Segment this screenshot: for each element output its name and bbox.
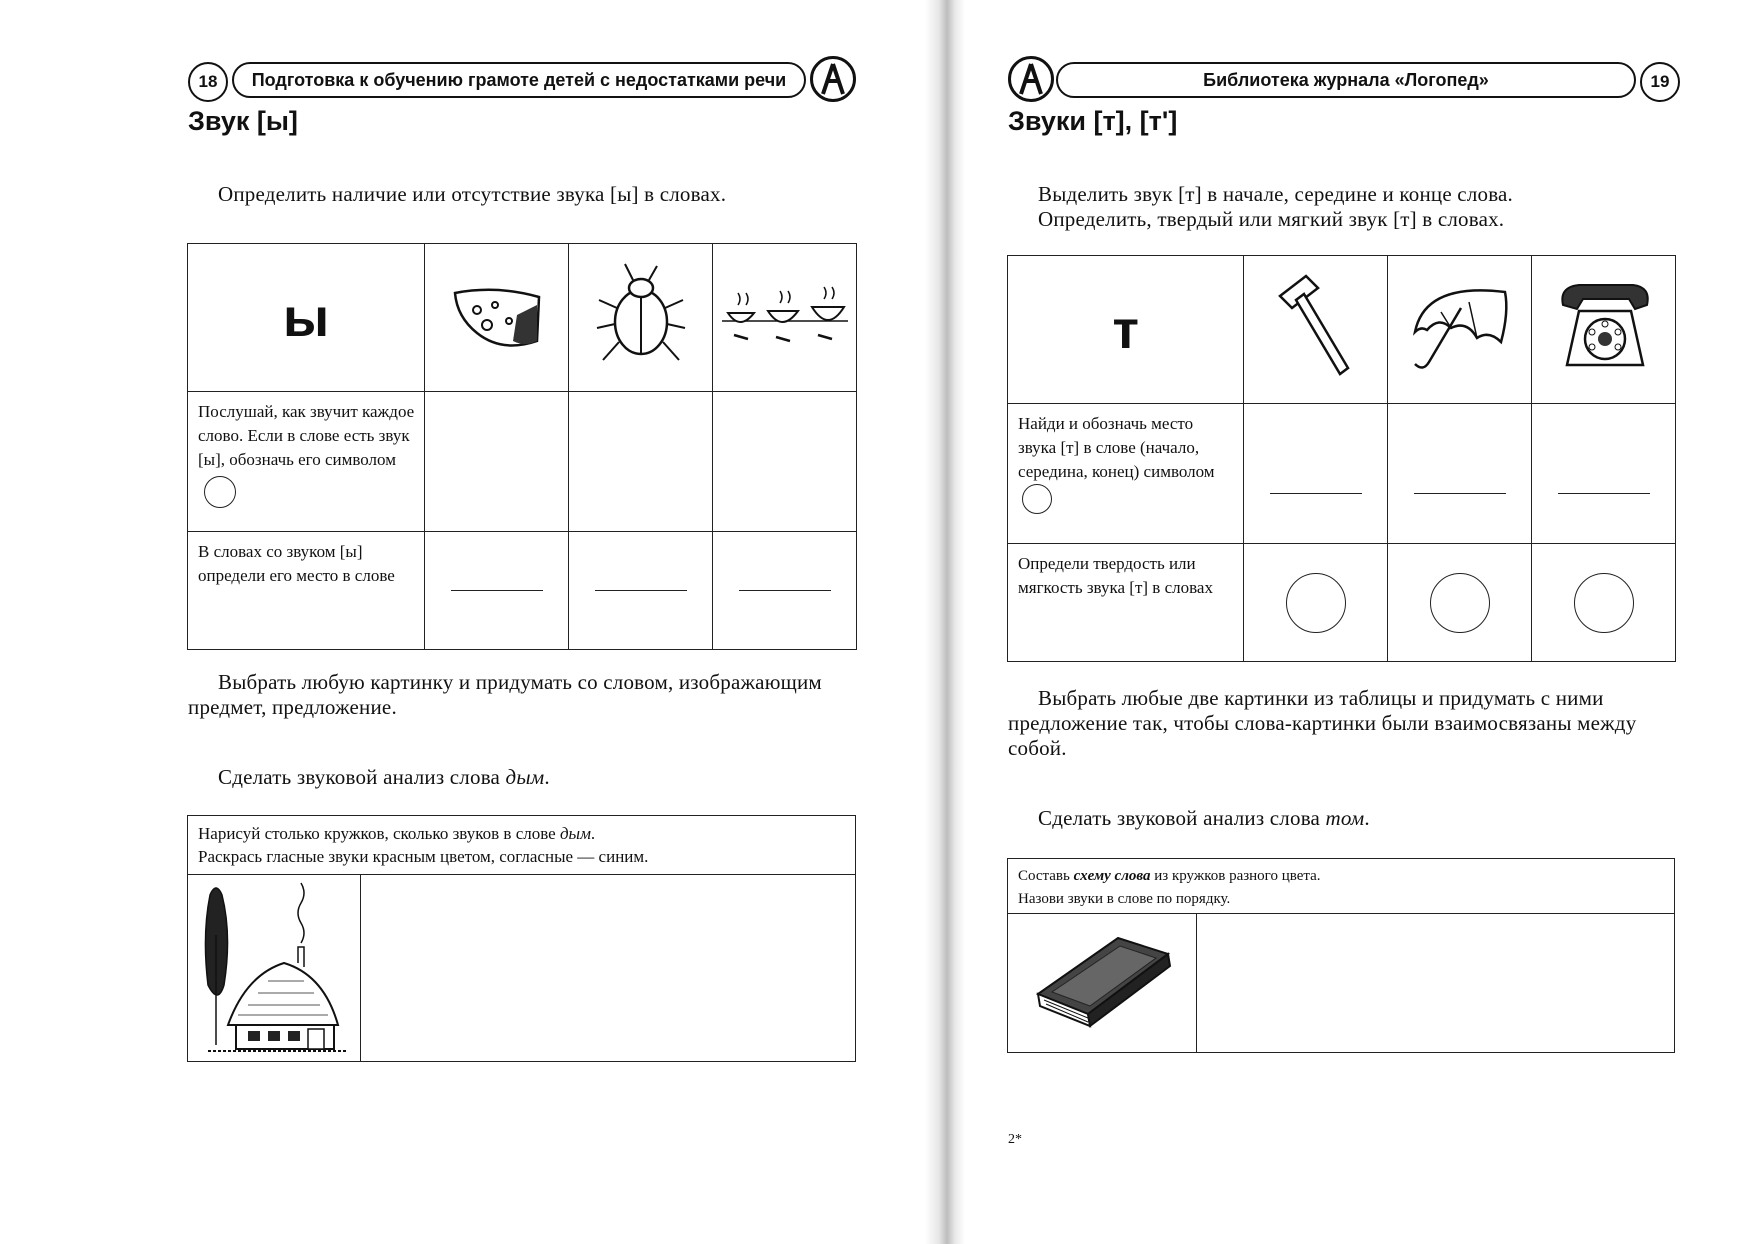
instruction-3-text: Сделать звуковой анализ слова — [218, 765, 501, 789]
circle-symbol-icon — [1022, 484, 1052, 514]
answer-circle[interactable] — [1574, 573, 1634, 633]
letter: ы — [282, 287, 330, 348]
picture-hammer — [1244, 256, 1388, 404]
answer-line[interactable] — [1270, 493, 1362, 494]
answer-line[interactable] — [595, 590, 687, 591]
answer-line[interactable] — [451, 590, 543, 591]
sound-table — [1007, 255, 1676, 662]
picture-cheese — [425, 244, 569, 392]
answer-cell[interactable] — [569, 392, 713, 532]
book-icon — [1008, 914, 1188, 1044]
answer-cell[interactable] — [569, 532, 713, 650]
page-title: Звук [ы] — [188, 106, 298, 136]
picture-book — [1008, 914, 1197, 1052]
task-line1-suffix: из кружков разного цвета. — [1154, 868, 1321, 884]
instruction-1-line1: Выделить звук [т] в начале, середине и конце слова. — [1038, 182, 1514, 206]
task-line1-prefix: Составь — [1018, 868, 1070, 884]
answer-circle[interactable] — [1430, 573, 1490, 633]
picture-house — [188, 875, 361, 1061]
row1-instruction — [1008, 404, 1243, 514]
answer-cell[interactable] — [425, 392, 569, 532]
instruction-1 — [1038, 182, 1678, 232]
answer-cell[interactable] — [1388, 544, 1532, 662]
answer-circle[interactable] — [1286, 573, 1346, 633]
row1-instruction-cell — [1008, 404, 1244, 544]
bowls-icon — [720, 275, 850, 355]
row2-instruction-cell — [188, 532, 425, 650]
task-box — [1007, 858, 1675, 1053]
answer-cell[interactable] — [1244, 544, 1388, 662]
beetle-icon — [591, 260, 691, 370]
running-header: Библиотека журнала «Логопед» — [1056, 62, 1636, 98]
instruction-3-word: дым — [505, 765, 545, 789]
umbrella-icon — [1405, 272, 1515, 382]
answer-cell[interactable] — [1532, 404, 1676, 544]
picture-beetle — [569, 244, 713, 392]
cheese-icon — [447, 275, 547, 355]
task-line1: Нарисуй столько кружков, сколько звуков в слове — [198, 824, 556, 843]
task-box — [187, 815, 856, 1062]
answer-line[interactable] — [1414, 493, 1506, 494]
running-header: Подготовка к обучению грамоте детей с недостатками речи — [232, 62, 806, 98]
telephone-icon — [1549, 277, 1659, 377]
task-line1-em: схему слова — [1073, 868, 1151, 884]
picture-umbrella — [1388, 256, 1532, 404]
picture-bowls — [713, 244, 857, 392]
task-line2: Назови звуки в слове по порядку. — [1018, 891, 1231, 907]
row2-instruction: Определи твердость или мягкость звука [т] в словах — [1018, 554, 1213, 597]
instruction-3-word: том — [1325, 806, 1365, 830]
letter-cell — [188, 244, 425, 392]
answer-cell[interactable] — [713, 392, 857, 532]
instruction-1: Определить наличие или отсутствие звука [ы] в словах. — [218, 182, 727, 206]
row1-instruction: Послушай, как звучит каждое слово. Если в слове есть звук [ы], обозначь его символом — [198, 402, 415, 469]
answer-cell[interactable] — [425, 532, 569, 650]
row2-instruction: В словах со звуком [ы] определи его место в слове — [198, 542, 395, 585]
sound-table — [187, 243, 857, 650]
task-box-header: Нарисуй столько кружков, сколько звуков в слове дым. Раскрась гласные звуки красным цветом, согласные — синим. — [188, 816, 855, 875]
answer-line[interactable] — [739, 590, 831, 591]
page-number: 18 — [188, 62, 228, 102]
publisher-logo-icon — [810, 56, 856, 102]
row1-instruction-text: Найди и обозначь место звука [т] в слове (начало, середина, конец) символом — [1018, 414, 1215, 481]
instruction-2: Выбрать любые две картинки из таблицы и придумать с ними предложение так, чтобы слова-картинки были взаимосвязаны между собой. — [1008, 686, 1637, 760]
answer-line[interactable] — [1558, 493, 1650, 494]
answer-cell[interactable] — [713, 532, 857, 650]
row2-instruction-cell — [1008, 544, 1244, 662]
letter-cell — [1008, 256, 1244, 404]
instruction-3: Сделать звуковой анализ слова том. — [1038, 806, 1370, 830]
instruction-3: Сделать звуковой анализ слова дым. — [218, 765, 550, 789]
instruction-2: Выбрать любую картинку и придумать со словом, изображающим предмет, предложение. — [188, 670, 822, 719]
answer-cell[interactable] — [1388, 404, 1532, 544]
book-gutter — [925, 0, 965, 1244]
circle-symbol-icon — [204, 476, 236, 508]
picture-telephone — [1532, 256, 1676, 404]
signature-mark: 2* — [1008, 1132, 1022, 1147]
answer-cell[interactable] — [1244, 404, 1388, 544]
letter: т — [1112, 299, 1139, 360]
hammer-icon — [1266, 272, 1366, 382]
task-line2: Раскрась гласные звуки красным цветом, согласные — синим. — [198, 847, 649, 866]
row1-instruction-cell — [188, 392, 425, 532]
task-line1-word: дым — [559, 824, 591, 843]
publisher-logo-icon — [1008, 56, 1054, 102]
page-title: Звуки [т], [т'] — [1008, 106, 1178, 136]
task-box-header — [1008, 859, 1674, 914]
page-number: 19 — [1640, 62, 1680, 102]
house-icon — [188, 875, 356, 1055]
instruction-3-text: Сделать звуковой анализ слова — [1038, 806, 1321, 830]
answer-cell[interactable] — [1532, 544, 1676, 662]
instruction-1-line2: Определить, твердый или мягкий звук [т] в словах. — [1038, 207, 1505, 231]
